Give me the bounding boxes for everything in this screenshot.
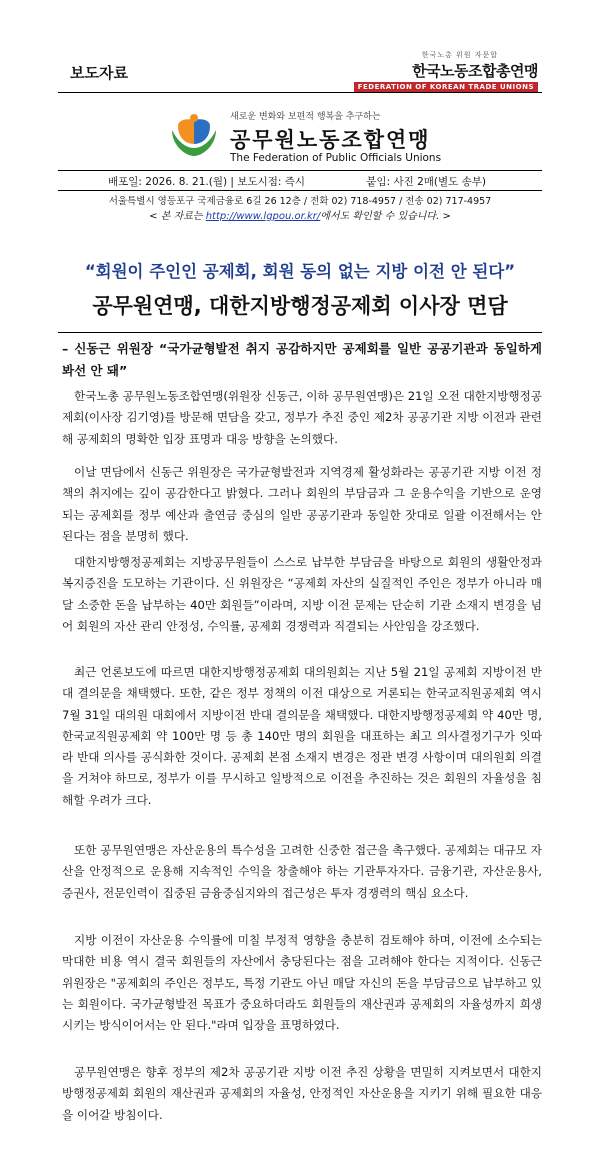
body-paragraph: 이날 면담에서 신동근 위원장은 국가균형발전과 지역경제 활성화라는 공공기관 지방 이전 정책의 취지에는 깊이 공감한다고 밝혔다. 그러나 회원의 부담금과 그 운용수익을 기반으로 운영되는 공제회를 정부 예산과 출연금 중심의 일반 공공기관과 동일한 잣대로 일괄 이전해서는 안 된다는 점을 분명히 했다. [62, 465, 542, 543]
body-paragraph: 공무원연맹은 향후 정부의 제2차 공공기관 지방 이전 추진 상황을 면밀히 지켜보면서 대한지방행정공제회 회원의 재산권과 공제회의 자율성, 안정적인 자산운용을 지키기 위해 필요한 대응을 이어갈 방침이다. [62, 1065, 542, 1122]
kctu-small-text: 한국노총 위원 자문합 [421, 51, 498, 59]
org-logo-block [168, 104, 468, 164]
notice-prefix: < 본 자료는 [149, 211, 206, 222]
kctu-english: FEDERATION OF KOREAN TRADE UNIONS [354, 82, 538, 92]
attachment-note: 붙임: 사진 2매(별도 송부) [366, 176, 486, 188]
body-paragraph: 한국노총 공무원노동조합연맹(위원장 신동근, 이하 공무원연맹)은 21일 오전 대한지방행정공제회(이사장 김기영)를 방문해 면담을 갖고, 정부가 추진 중인 제2차 공공기관 지방 이전과 관련해 공제회의 명확한 입장 표명과 대응 방향을 논의했다. [62, 389, 542, 446]
kctu-logo [354, 50, 538, 92]
kctu-name: 한국노동조합총연맹 [412, 62, 538, 80]
info-rule-bottom [58, 190, 542, 191]
notice-suffix: 에서도 확인할 수 있습니다. > [320, 211, 451, 222]
website-link[interactable]: http://www.lgpou.or.kr/ [205, 211, 321, 222]
org-name: 공무원노동조합연맹 [230, 128, 431, 152]
release-date: 배포일: 2026. 8. 21.(월) | 보도시점: 즉시 [108, 176, 306, 188]
title-rule [58, 332, 542, 333]
release-info-bar [58, 172, 542, 190]
org-slogan: 새로운 변화와 보편적 행복을 추구하는 [230, 112, 381, 122]
body-paragraph: 최근 언론보도에 따르면 대한지방행정공제회 대의원회는 지난 5월 21일 공제회 지방이전 반대 결의문을 채택했다. 또한, 같은 정부 정책의 이전 대상으로 거론되는 한국교직원공제회 역시 7월 31일 대의원 대회에서 지방이전 반대 결의문을 채택했다. 대한지방행정공제회 약 40만 명, 한국교직원공제회 약 100만 명 등 총 140만 명의 회원을 대표하는 최고 의사결정기구가 잇따라 반대 의사를 공식화한 것이다. 공제회 본점 소재지 변경은 정관 변경 사항이며 대의원회 의결을 거쳐야 하므로, 정부가 이를 무시하고 일방적으로 이전을 추진하는 것은 회원의 자율성을 침해할 우려가 크다. [62, 665, 542, 807]
org-english-name: The Federation of Public Officials Unions [230, 152, 442, 164]
contact-line: 서울특별시 영등포구 국제금융로 6길 26 12층 / 전화 02) 718-4957 / 전송 02) 717-4957 [108, 196, 492, 207]
headline-quote: “회원이 주인인 공제회, 회원 동의 없는 지방 이전 안 된다” [84, 262, 516, 281]
body-paragraph: 지방 이전이 자산운용 수익률에 미칠 부정적 영향을 충분히 검토해야 하며, 이전에 소수되는 막대한 비용 역시 결국 회원들의 자산에서 충당된다는 점을 고려해야 한다는 지적이다. 신동근 위원장은 "공제회의 주인은 정부도, 특정 기관도 아닌 매달 자신의 돈을 부담금으로 납부하고 있는 회원이다. 국가균형발전 목표가 중요하더라도 회원들의 재산권과 공제회의 자율성까지 희생시키는 방식이어서는 안 된다."라며 입장을 표명하였다. [62, 933, 542, 1033]
body-paragraph: 또한 공무원연맹은 자산운용의 특수성을 고려한 신중한 접근을 촉구했다. 공제회는 대규모 자산을 안정적으로 운용해 지속적인 수익을 창출해야 하는 기관투자자다. 금융기관, 자산운용사, 증권사, 전문인력이 집중된 금융중심지와의 접근성은 투자 경쟁력의 핵심 요소다. [62, 843, 542, 900]
lede-summary: – 신동근 위원장 “국가균형발전 취지 공감하지만 공제회를 일반 공공기관과 동일하게 봐선 안 돼” [62, 341, 542, 378]
info-rule-top [58, 170, 542, 171]
org-emblem-icon [168, 112, 220, 158]
website-notice [58, 207, 542, 222]
header-rule [58, 92, 542, 93]
headline-main: 공무원연맹, 대한지방행정공제회 이사장 면담 [92, 294, 508, 318]
body-paragraph: 대한지방행정공제회는 지방공무원들이 스스로 납부한 부담금을 바탕으로 회원의 생활안정과 복지증진을 도모하는 기관이다. 신 위원장은 “공제회 자산의 실질적인 주인은 정부가 아니라 매달 소중한 돈을 납부하는 40만 회원들”이라며, 지방 이전 문제는 단순히 기관 소재지 변경을 넘어 회원의 자산 관리 안정성, 수익률, 공제회 경쟁력과 직결되는 사안임을 강조했다. [62, 555, 542, 633]
doc-type-label: 보도자료 [70, 64, 128, 82]
